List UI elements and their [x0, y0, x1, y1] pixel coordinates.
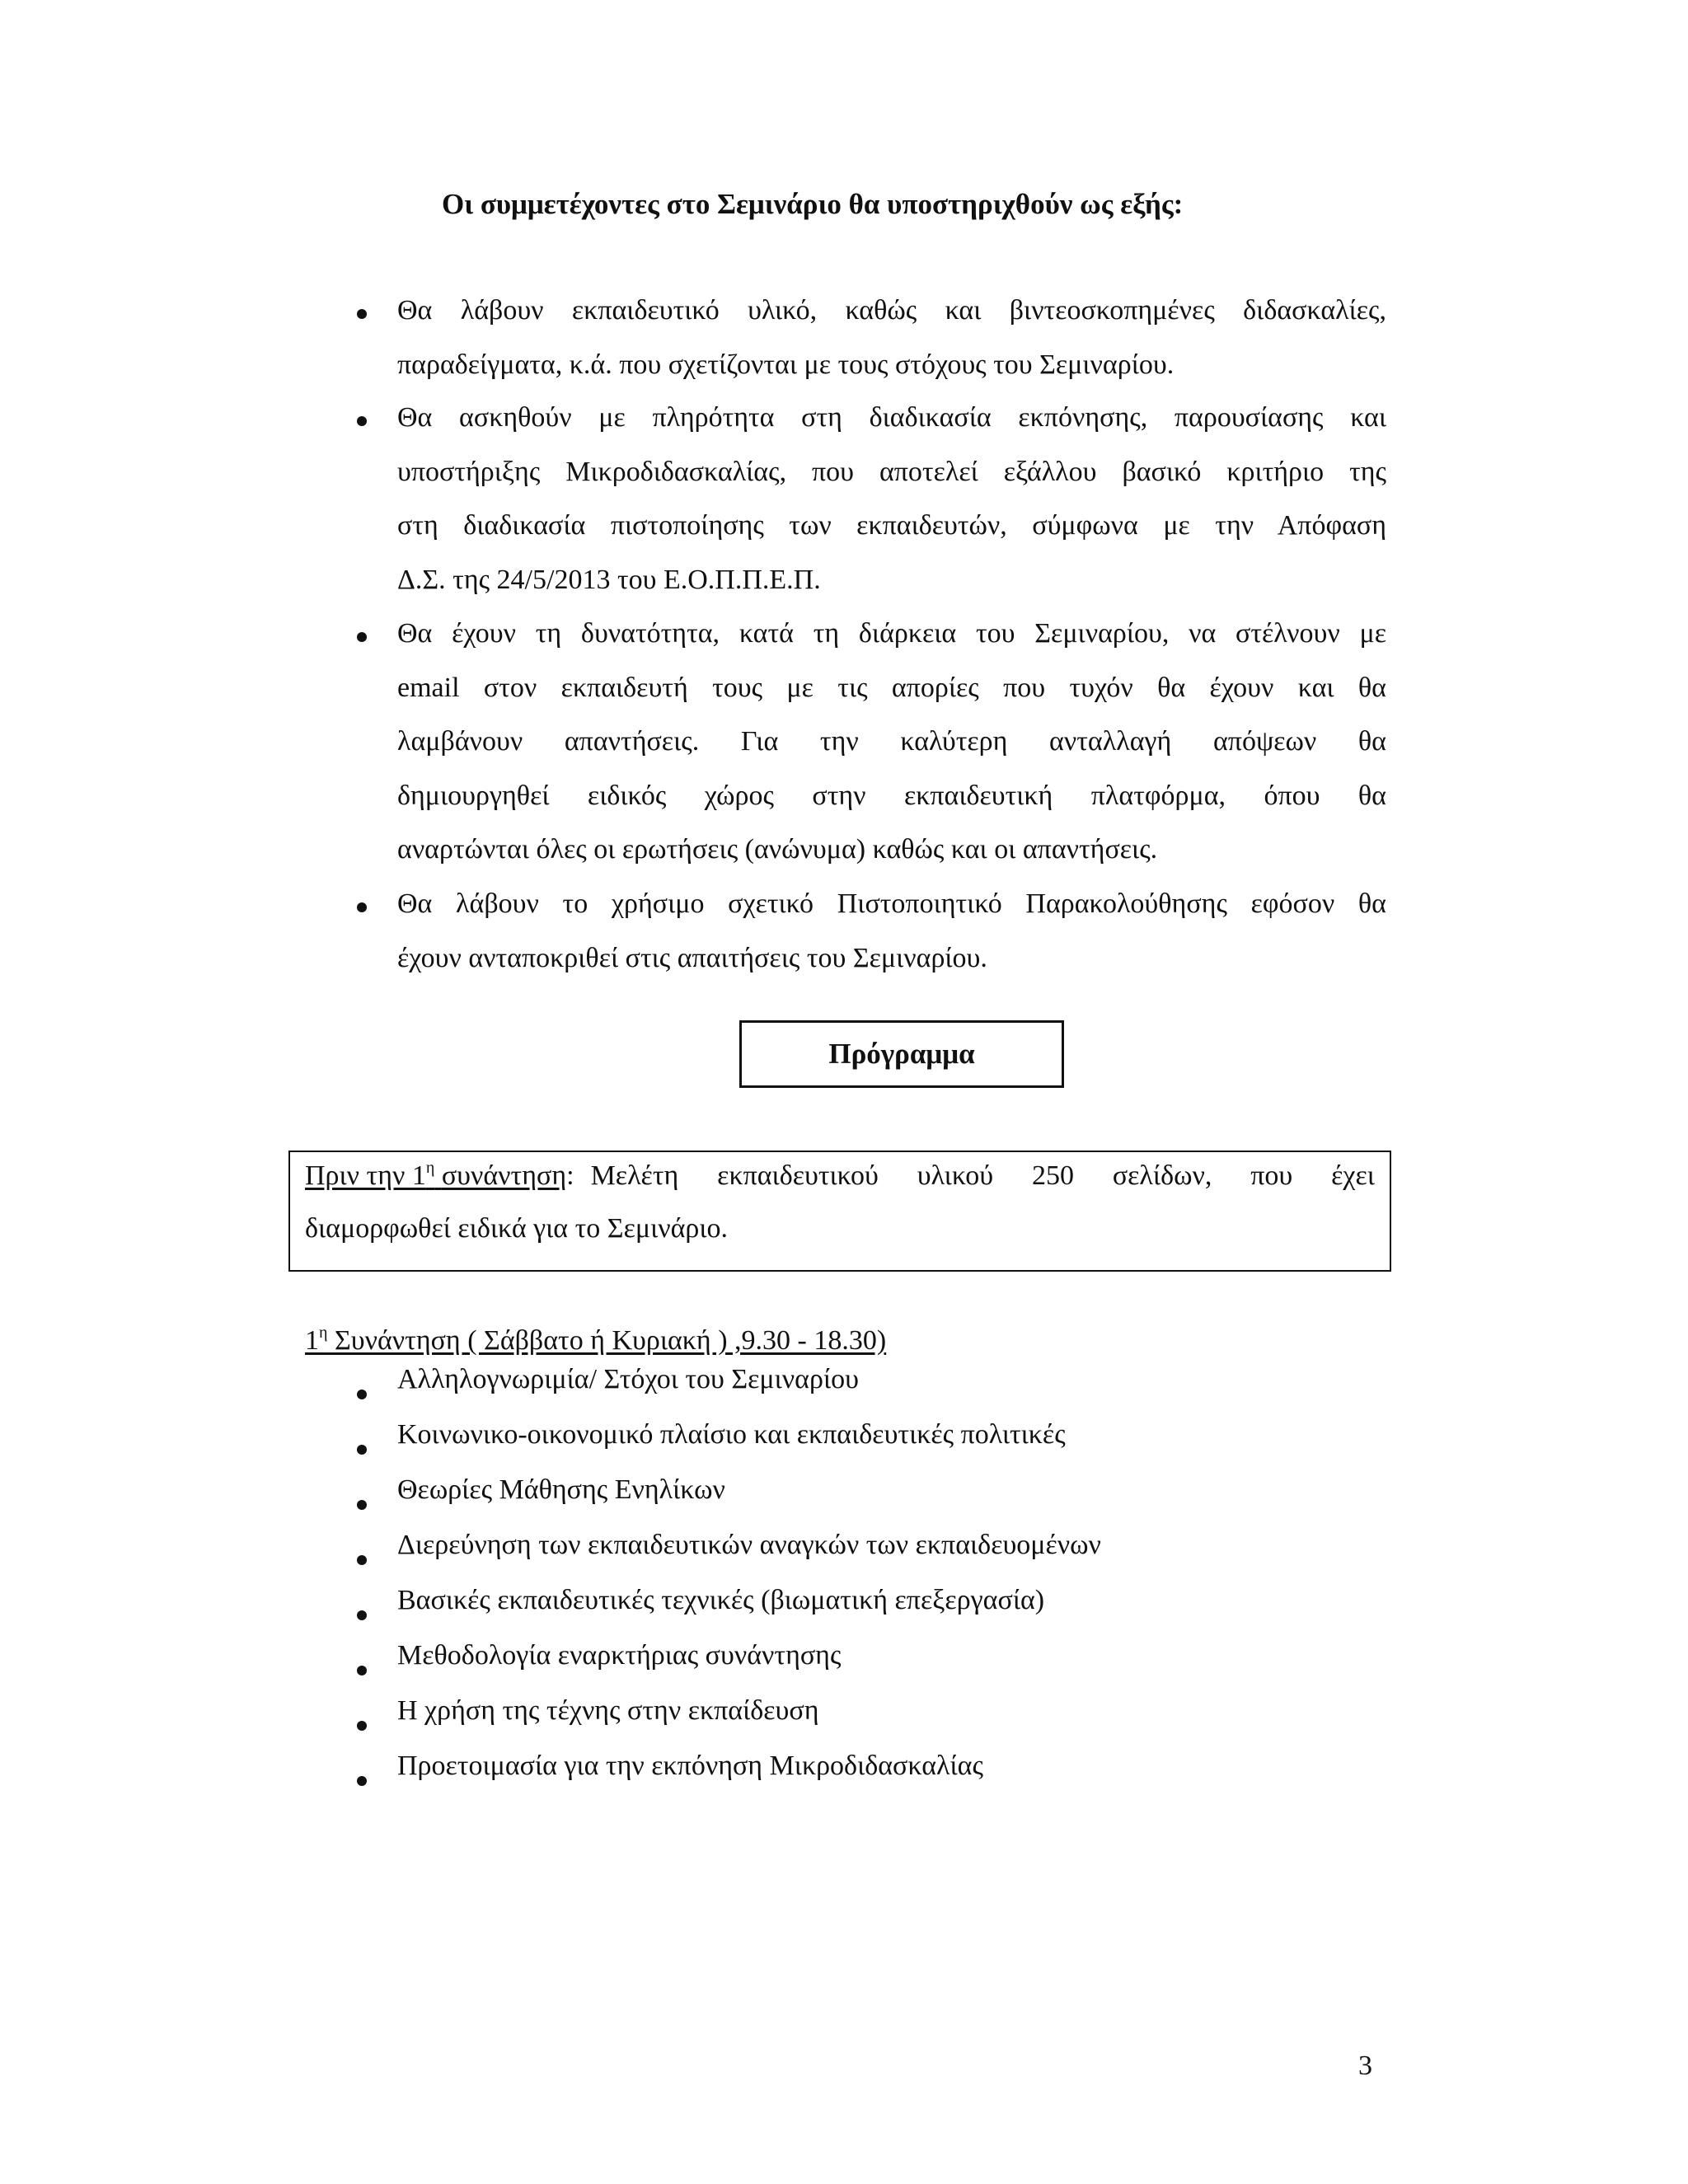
support-line: παραδείγματα, κ.ά. που σχετίζονται με τους στόχους του Σεμιναρίου.	[397, 349, 1175, 380]
pre-meeting-text	[591, 1160, 1375, 1202]
page-number: 3	[1358, 2050, 1372, 2081]
session-topic: Θεωρίες Μάθησης Ενηλίκων	[397, 1474, 725, 1505]
bullet-icon	[352, 1549, 373, 1570]
bullet-icon	[352, 1604, 373, 1625]
support-line: Θα έχουν τη δυνατότητα, κατά τη διάρκεια του Σεμιναρίου, να στέλνουν με	[397, 618, 1386, 649]
support-line: Δ.Σ. της 24/5/2013 του Ε.Ο.Π.Π.Ε.Π.	[397, 564, 821, 595]
bullet-icon	[352, 1438, 373, 1460]
session-topic: Βασικές εκπαιδευτικές τεχνικές (βιωματική επεξεργασία)	[397, 1585, 1045, 1615]
pre-meeting-line-1: Πριν την $1^\eta$ συνάντηση : Μελέτη εκπαιδευτικού υλικού 250 σελίδων, που έχει	[305, 1160, 1375, 1202]
pre-meeting-label: Πριν την $1^\eta$ συνάντηση	[305, 1159, 567, 1191]
session-topic: Διερεύνηση των εκπαιδευτικών αναγκών των εκπαιδευομένων	[397, 1530, 1101, 1560]
support-line: Θα λάβουν το χρήσιμο σχετικό Πιστοποιητικό Παρακολούθησης εφόσον θα	[397, 888, 1386, 919]
session-topic: Κοινωνικο-οικονομικό πλαίσιο και εκπαιδευτικές πολιτικές	[397, 1419, 1066, 1450]
bullet-icon	[352, 1383, 373, 1404]
session-topic: Αλληλογνωριμία/ Στόχοι του Σεμιναρίου	[397, 1364, 859, 1394]
session-topic: Μεθοδολογία εναρκτήριας συνάντησης	[397, 1640, 842, 1671]
bullet-icon	[352, 1769, 373, 1791]
pre-meeting-word: έχει	[1331, 1160, 1375, 1191]
bullet-icon	[352, 302, 373, 324]
session-1-title: $1^\eta$ Συνάντηση ( Σάββατο ή Κυριακή ) ,9.30 - 18.30)	[305, 1324, 887, 1356]
bullet-icon	[352, 410, 373, 431]
support-item-4	[397, 877, 1386, 985]
support-line: λαμβάνουν απαντήσεις. Για την καλύτερη ανταλλαγή απόψεων θα	[397, 726, 1386, 757]
session-topic: Η χρήση της τέχνης στην εκπαίδευση	[397, 1695, 819, 1726]
pre-meeting-word: σελίδων,	[1112, 1160, 1212, 1191]
program-title-box	[739, 1020, 1064, 1088]
bullet-icon	[352, 626, 373, 647]
section-heading: Οι συμμετέχοντες στο Σεμινάριο θα υποστηριχθούν ως εξής:	[442, 188, 1184, 220]
pre-meeting-word: Μελέτη	[590, 1160, 679, 1191]
support-line: email στον εκπαιδευτή τους με τις απορίες που τυχόν θα έχουν και θα	[397, 672, 1386, 703]
pre-meeting-word: εκπαιδευτικού	[717, 1160, 879, 1191]
session-topic: Προετοιμασία για την εκπόνηση Μικροδιδασκαλίας	[397, 1750, 983, 1781]
bullet-icon	[352, 1493, 373, 1515]
support-line: δημιουργηθεί ειδικός χώρος στην εκπαιδευτική πλατφόρμα, όπου θα	[397, 780, 1386, 811]
support-item-2	[397, 391, 1386, 607]
pre-meeting-word: που	[1250, 1160, 1293, 1191]
support-line: έχουν ανταποκριθεί στις απαιτήσεις του Σεμιναρίου.	[397, 942, 987, 973]
support-line: αναρτώνται όλες οι ερωτήσεις (ανώνυμα) καθώς και οι απαντήσεις.	[397, 834, 1158, 865]
program-title: Πρόγραμμα	[828, 1038, 975, 1070]
support-line: υποστήριξης Μικροδιδασκαλίας, που αποτελεί εξάλλου βασικό κριτήριο της	[397, 456, 1386, 487]
support-line: στη διαδικασία πιστοποίησης των εκπαιδευτών, σύμφωνα με την Απόφαση	[397, 510, 1386, 541]
pre-meeting-word: 250	[1031, 1160, 1074, 1191]
bullet-icon	[352, 1714, 373, 1736]
support-line: Θα ασκηθούν με πληρότητα στη διαδικασία εκπόνησης, παρουσίασης και	[397, 402, 1386, 433]
pre-meeting-word: υλικού	[917, 1160, 994, 1191]
bullet-icon	[352, 896, 373, 917]
pre-meeting-line-2: διαμορφωθεί ειδικά για το Σεμινάριο.	[305, 1213, 729, 1244]
support-line: Θα λάβουν εκπαιδευτικό υλικό, καθώς και βιντεοσκοπημένες διδασκαλίες,	[397, 295, 1386, 326]
support-item-3	[397, 607, 1386, 877]
bullet-icon	[352, 1659, 373, 1680]
support-item-1	[397, 284, 1386, 391]
